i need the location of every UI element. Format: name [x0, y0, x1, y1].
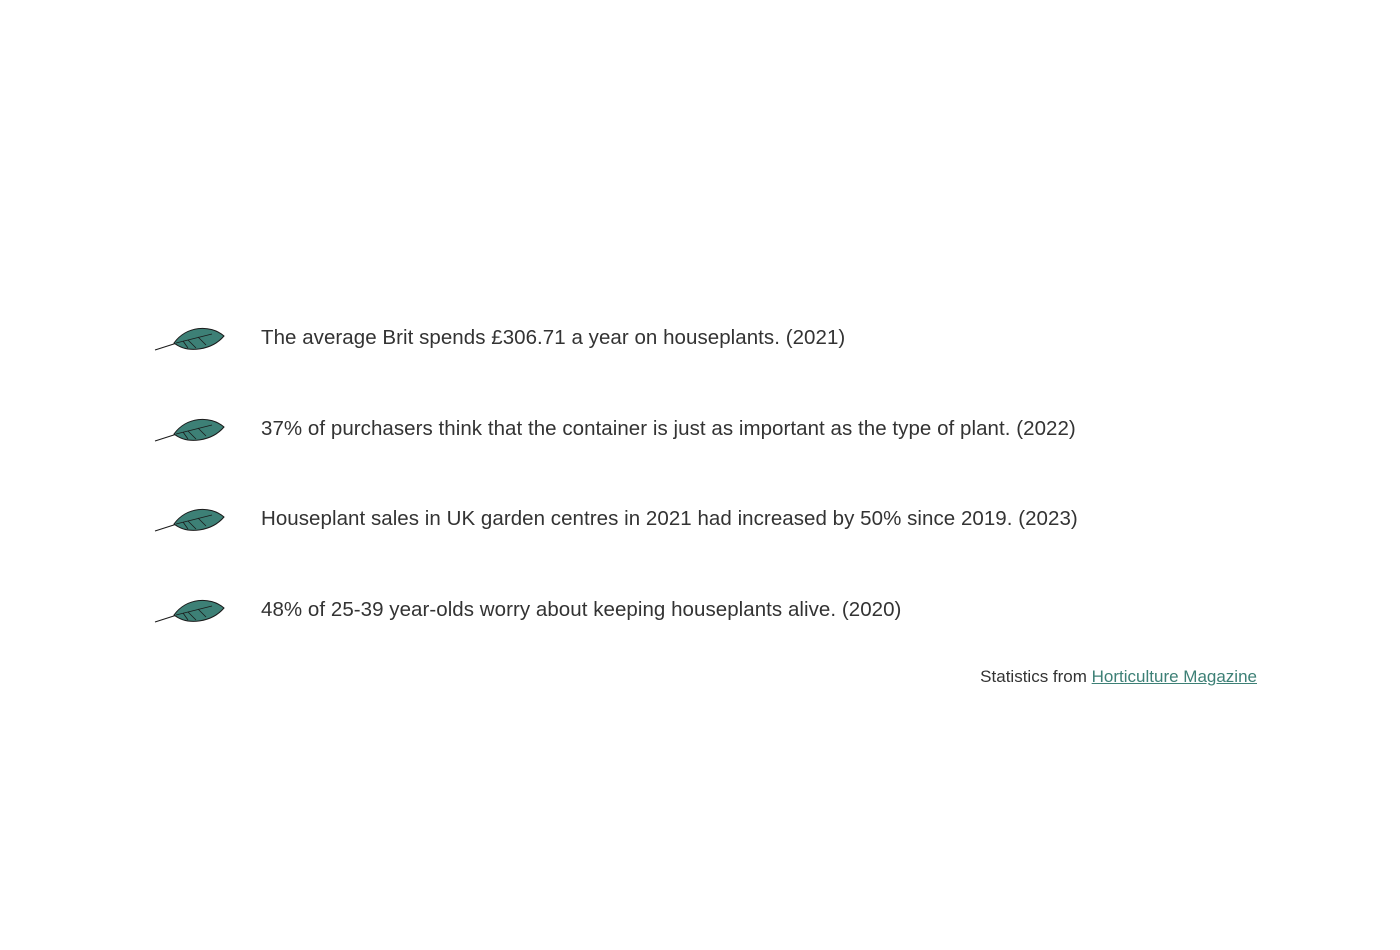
source-prefix: Statistics from: [980, 667, 1092, 686]
source-credit: [980, 667, 1257, 687]
source-link[interactable]: Horticulture Magazine: [1091, 667, 1257, 686]
stat-item: [150, 565, 1260, 656]
stat-item: [150, 293, 1260, 384]
stat-text: Houseplant sales in UK garden centres in 2021 had increased by 50% since 2019. (2023): [261, 507, 1078, 531]
leaf-icon: [150, 318, 230, 358]
stat-text: 37% of purchasers think that the container is just as important as the type of plant. (2022): [261, 416, 1076, 440]
leaf-icon: [150, 590, 230, 630]
stat-item: [150, 384, 1260, 475]
stat-text: The average Brit spends £306.71 a year on houseplants. (2021): [261, 326, 846, 350]
leaf-icon: [150, 499, 230, 539]
stat-text: 48% of 25-39 year-olds worry about keeping houseplants alive. (2020): [261, 597, 902, 621]
stat-item: [150, 474, 1260, 565]
leaf-icon: [150, 409, 230, 449]
stats-list: [150, 310, 1260, 655]
